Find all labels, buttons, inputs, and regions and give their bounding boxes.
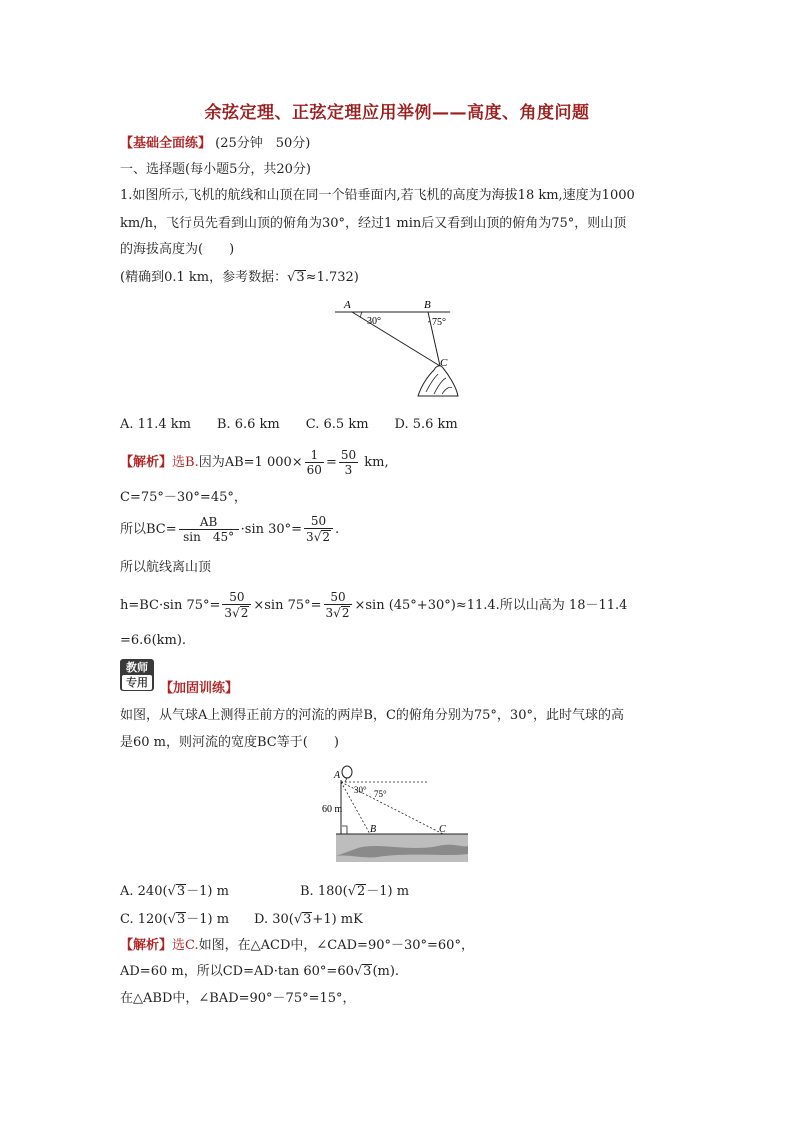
sol-text-end: . [334, 522, 340, 538]
badge-bottom: 专用 [122, 675, 152, 690]
q1-sol-line3 [120, 514, 339, 545]
q2-option-b [300, 882, 409, 902]
frac-num: 1 [305, 448, 324, 463]
sqrt-sign: √ [353, 964, 363, 979]
fraction-50-3sqrt2 [222, 590, 251, 621]
badge-top: 教师 [126, 661, 148, 674]
q2-option-d [254, 910, 363, 930]
q1-line2: km/h，飞行员先看到山顶的俯角为30°，经过1 min后又看到山顶的俯角为75°，则山顶 [120, 216, 627, 231]
figure-plane-mountain [330, 296, 460, 398]
label-angle-30: 30° [354, 785, 367, 795]
q2-option-c [120, 910, 229, 930]
sqrt-sign: √ [333, 606, 341, 620]
sol-text-end: ×sin (45°+30°)≈11.4.所以山高为 18－11.4 [354, 598, 628, 614]
sqrt-sign: √ [347, 884, 356, 899]
q2-option-a [120, 882, 229, 902]
teacher-badge [120, 659, 154, 691]
solution-pick: 选C. [172, 938, 199, 953]
page-title: 余弦定理、正弦定理应用举例——高度、角度问题 [204, 103, 590, 123]
frac-num: 50 [304, 514, 333, 529]
label-B: B [424, 299, 431, 311]
sol-text: 因为AB=1 000× [198, 455, 303, 470]
sol-text-mid: ×sin 75°= [253, 598, 322, 614]
opt-text-end: －1) m [186, 912, 230, 927]
frac-num: 50 [340, 448, 357, 462]
hint-text-end: ≈1.732) [305, 270, 359, 285]
sqrt-sign: √ [293, 912, 303, 927]
fraction-50-3sqrt2 [304, 514, 333, 545]
q1-sol-line6: =6.6(km). [120, 633, 187, 648]
label-angle-30: 30° [367, 316, 381, 327]
frac-den [324, 605, 353, 621]
frac-den: 60 [306, 463, 322, 477]
sol-text: AD=60 m，所以CD=AD·tan 60°=60 [120, 964, 354, 979]
q2-sol-line3: 在△ABD中，∠BAD=90°－75°=15°， [120, 991, 356, 1006]
solution-pick: 选B. [172, 455, 199, 470]
angle-arc-B [428, 322, 430, 323]
label-height: 60 m [322, 804, 343, 815]
sqrt-sign: √ [287, 270, 296, 285]
q2-line2: 是60 m，则河流的宽度BC等于( ) [120, 735, 339, 750]
frac-num: AB [179, 515, 239, 530]
sol-text-end: km, [360, 455, 389, 470]
label-angle-75: 75° [432, 317, 446, 328]
balloon-icon [342, 766, 352, 778]
sqrt-radicand: 3 [296, 270, 305, 285]
opt-text: D. 30( [254, 912, 294, 927]
sqrt-sign: √ [232, 606, 240, 620]
sqrt-radicand: 2 [357, 884, 366, 899]
label-B: B [370, 824, 377, 835]
sol-text-mid: ·sin 30°= [240, 522, 303, 538]
opt-text-end: +1) mK [312, 912, 363, 927]
sqrt-radicand: 2 [322, 530, 330, 544]
frac-den [304, 529, 333, 545]
sol-text-end: (m). [372, 964, 400, 979]
fraction-50-3 [339, 448, 358, 477]
frac-num: 50 [222, 590, 251, 605]
sqrt-radicand: 3 [176, 912, 186, 927]
solution-tag: 【解析】 [120, 455, 173, 470]
section-tag: 【基础全面练】 [120, 136, 212, 151]
hint-text: (精确到0.1 km，参考数据： [120, 270, 288, 285]
sol-eq: = [325, 455, 337, 470]
section-header [120, 134, 310, 154]
label-A: A [334, 770, 341, 781]
reinforce-tag: 【加固训练】 [160, 681, 239, 696]
q2-line1: 如图，从气球A上测得正前方的河流的两岸B，C的俯角分别为75°，30°，此时气球的高 [120, 708, 624, 723]
sqrt-sign: √ [167, 912, 176, 927]
figure-balloon-river [318, 762, 473, 866]
fraction-AB-sin45 [179, 515, 239, 544]
angle-arc-A [361, 312, 363, 317]
frac-den: sin 45° [183, 530, 235, 545]
den-coef: 3 [306, 530, 314, 544]
right-angle-mark [342, 826, 347, 834]
sol-text: h=BC·sin 75°= [120, 598, 221, 614]
q1-sol-line5 [120, 590, 627, 621]
time-score: (25分钟 50分) [215, 136, 311, 151]
q2-sol-line2 [120, 962, 399, 982]
frac-num: 50 [324, 590, 353, 605]
opt-text-end: －1) m [186, 884, 229, 899]
opt-text: C. 120( [120, 912, 168, 927]
q1-hint [120, 268, 359, 288]
solution-tag: 【解析】 [120, 938, 173, 953]
sol-text: 如图，在△ACD中，∠CAD=90°－30°=60°， [198, 938, 474, 953]
q1-sol-line2: C=75°－30°=45°， [120, 490, 247, 505]
label-C: C [439, 824, 446, 835]
q1-options: A. 11.4 km B. 6.6 km C. 6.5 km D. 5.6 km [120, 417, 458, 432]
den-coef: 3 [325, 606, 334, 620]
sqrt-radicand: 3 [303, 912, 312, 927]
balloon-string [345, 778, 347, 782]
opt-text: A. 240( [120, 884, 168, 899]
frac-den: 3 [344, 463, 353, 477]
sqrt-sign: √ [313, 530, 322, 544]
section-title: 一、选择题(每小题5分，共20分) [120, 162, 311, 177]
sqrt-radicand: 2 [341, 606, 350, 620]
fraction-1-60 [305, 448, 324, 477]
frac-den [222, 605, 251, 621]
sqrt-radicand: 2 [240, 606, 249, 620]
opt-text: B. 180( [300, 884, 348, 899]
q1-line3: 的海拔高度为( ) [120, 242, 235, 257]
q2-sol-line1 [120, 936, 474, 956]
mountain-shape [418, 366, 458, 396]
den-coef: 3 [224, 606, 233, 620]
sol-text: 所以BC= [120, 522, 177, 538]
label-C: C [440, 357, 448, 369]
label-A: A [344, 299, 351, 311]
sqrt-sign: √ [167, 884, 176, 899]
opt-text-end: －1) m [366, 884, 410, 899]
q1-sol-line4: 所以航线离山顶 [120, 560, 212, 575]
line-AC [352, 312, 440, 366]
q1-line1: 1.如图所示,飞机的航线和山顶在同一个铅垂面内,若飞机的高度为海拔18 km,速度为1000 [120, 188, 635, 203]
q1-sol-line1 [120, 448, 389, 478]
fraction-50-3sqrt2 [324, 590, 353, 621]
sqrt-radicand: 3 [176, 884, 186, 899]
sqrt-radicand: 3 [363, 964, 372, 979]
label-angle-75: 75° [374, 789, 387, 799]
